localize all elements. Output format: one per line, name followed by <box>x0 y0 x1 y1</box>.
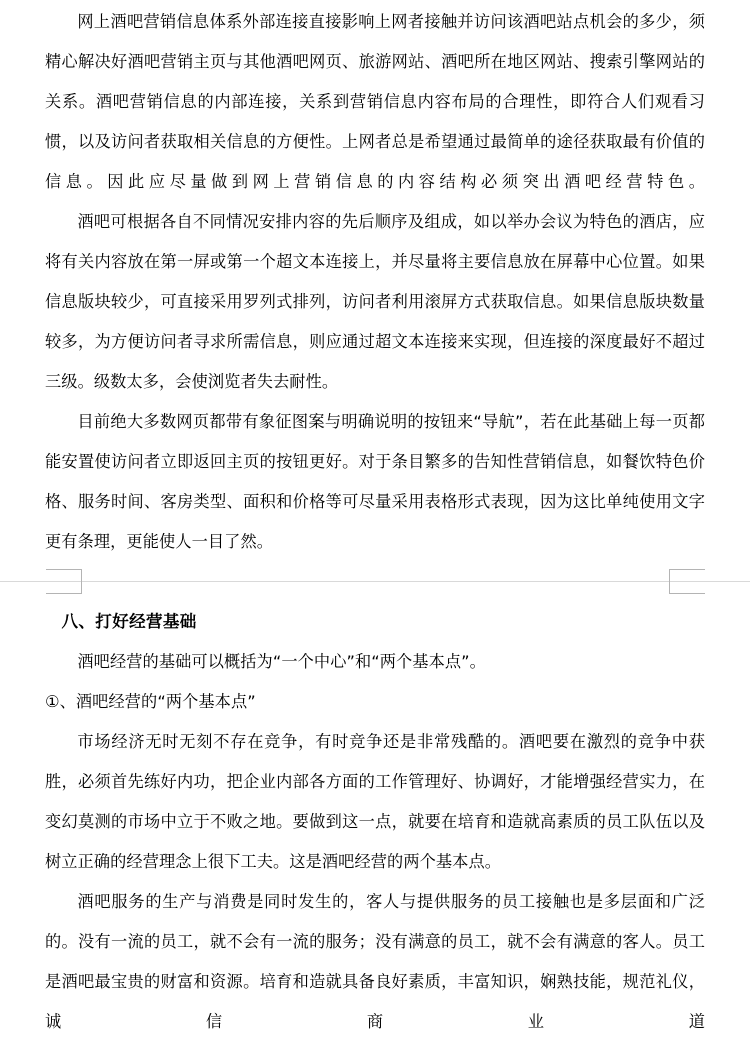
page-break-rule <box>0 581 750 582</box>
paragraph-body: 酒吧经营的基础可以概括为“一个中心”和“两个基本点”。 <box>77 652 486 671</box>
paragraph-body: 网上酒吧营销信息体系外部连接直接影响上网者接触并访问该酒吧站点机会的多少，须精心解决好酒吧营销主页与其他酒吧网页、旅游网站、酒吧所在地区网站、搜索引擎网站的关系。酒吧营销信息的内部连接，关系到营销信息内容布局的合理性，即符合人们观看习惯，以及访问者获取相关信息的方便性。上网者总是希望通过最简单的途径获取最有价值的信息。因此应尽量做到网上营销信息的内容结构必须突出酒吧经营特色。 <box>45 12 705 191</box>
margin-corner-mark-right-icon <box>669 569 705 594</box>
margin-corner-mark-left-icon <box>46 569 82 594</box>
list-item-numbered: ①、酒吧经营的“两个基本点” <box>45 692 256 711</box>
document-section-two <box>0 602 750 1042</box>
paragraph-body: 酒吧服务的生产与消费是同时发生的，客人与提供服务的员工接触也是多层面和广泛的。没有一流的员工，就不会有一流的服务；没有满意的员工，就不会有满意的客人。员工是酒吧最宝贵的财富和资源。培育和造就具备良好素质，丰富知识，娴熟技能，规范礼仪，诚信商业道 <box>45 892 705 1031</box>
paragraph-body: 目前绝大多数网页都带有象征图案与明确说明的按钮来“导航”，若在此基础上每一页都能安置使访问者立即返回主页的按钮更好。对于条目繁多的告知性营销信息，如餐饮特色价格、服务时间、客房类型、面积和价格等可尽量采用表格形式表现，因为这比单纯使用文字更有条理，更能使人一目了然。 <box>45 412 705 551</box>
section-heading: 八、打好经营基础 <box>61 612 197 631</box>
paragraph-body: 市场经济无时无刻不存在竞争，有时竞争还是非常残酷的。酒吧要在激烈的竞争中获胜，必须首先练好内功，把企业内部各方面的工作管理好、协调好，才能增强经营实力，在变幻莫测的市场中立于不败之地。要做到这一点，就要在培育和造就高素质的员工队伍以及树立正确的经营理念上很下工夫。这是酒吧经营的两个基本点。 <box>45 732 705 871</box>
paragraph-body: 酒吧可根据各自不同情况安排内容的先后顺序及组成，如以举办会议为特色的酒店，应将有关内容放在第一屏或第一个超文本连接上，并尽量将主要信息放在屏幕中心位置。如果信息版块较少，可直接采用罗列式排列，访问者利用滚屏方式获取信息。如果信息版块数量较多，为方便访问者寻求所需信息，则应通过超文本连接来实现，但连接的深度最好不超过三级。级数太多，会使浏览者失去耐性。 <box>45 212 705 391</box>
document-section-one <box>0 2 750 562</box>
page-break-separator <box>0 562 750 602</box>
